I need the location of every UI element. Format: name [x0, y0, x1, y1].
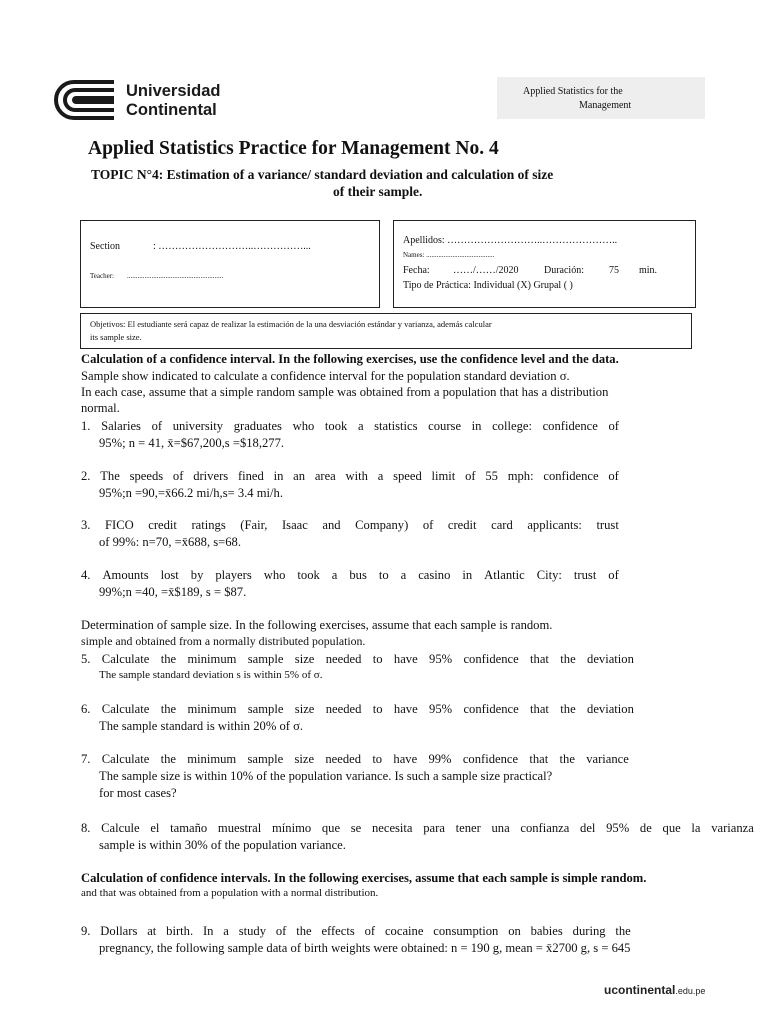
- exercise-word: FICO: [105, 518, 134, 532]
- exercise-word: cocaine: [384, 924, 424, 938]
- exercise-continuation-line: 95%; n = 41, x̄=$67,200,s =$18,277.: [99, 436, 285, 450]
- section3-heading: Calculation of confidence intervals. In the following exercises, assume that each sample is simple random.: [81, 871, 647, 885]
- exercise-item: [81, 924, 631, 956]
- exercise-word: mph:: [507, 469, 534, 483]
- exercise-word: of: [608, 419, 619, 433]
- exercise-word: limit: [431, 469, 456, 483]
- exercise-word: 1.: [81, 419, 91, 433]
- exercise-word: minimum: [187, 652, 237, 666]
- exercise-word: university: [172, 419, 224, 433]
- exercise-word: Atlantic: [484, 568, 525, 582]
- exercise-word: the: [560, 652, 576, 666]
- exercise-word: que: [321, 821, 341, 835]
- section1-line4: normal.: [81, 401, 120, 415]
- fecha-label: Fecha:: [403, 265, 430, 276]
- section1-line2: Sample show indicated to calculate a confidence interval for the population standard deviation σ.: [81, 369, 570, 383]
- exercise-word: Calculate: [101, 702, 150, 716]
- exercise-word: lost: [160, 568, 179, 582]
- exercise-word: necesita: [371, 821, 413, 835]
- exercise-word: credit: [148, 518, 177, 532]
- apellidos-field[interactable]: Apellidos: ………………………..…………………..: [403, 235, 618, 246]
- exercise-word: deviation: [587, 702, 634, 716]
- exercise-word: babies: [530, 924, 563, 938]
- exercise-word: applicants:: [527, 518, 582, 532]
- exercise-word: on: [508, 924, 521, 938]
- university-logo-icon: [54, 80, 116, 120]
- exercise-word: una: [491, 821, 510, 835]
- exercise-word: 6.: [81, 702, 91, 716]
- exercise-word: casino: [418, 568, 451, 582]
- exercise-word: el: [150, 821, 160, 835]
- topic-heading-line2: of their sample.: [333, 184, 423, 199]
- section1-heading: Calculation of a confidence interval. In the following exercises, use the confidence level and the data.: [81, 352, 619, 366]
- exercise-word: bus: [349, 568, 367, 582]
- student-info-box: [393, 220, 696, 308]
- topic-heading-line1: TOPIC N°4: Estimation of a variance/ standard deviation and calculation of size: [91, 167, 554, 182]
- exercise-word: credit: [447, 518, 477, 532]
- exercise-word: muestral: [217, 821, 262, 835]
- exercise-word: la: [691, 821, 701, 835]
- exercise-word: Company): [355, 518, 409, 532]
- exercise-word: to: [372, 752, 383, 766]
- exercise-word: 3.: [81, 518, 91, 532]
- exercise-word: statistics: [374, 419, 418, 433]
- exercise-word: have: [393, 652, 418, 666]
- footer-brand: ucontinental.edu.pe: [604, 983, 706, 997]
- exercise-word: of: [465, 469, 476, 483]
- objective-line2: its sample size.: [90, 332, 142, 342]
- exercise-word: birth.: [166, 924, 194, 938]
- exercise-word: Dollars: [100, 924, 138, 938]
- exercise-word: Calculate: [101, 652, 150, 666]
- course-name-line1: Applied Statistics for the: [523, 86, 623, 97]
- exercise-word: 7.: [81, 752, 91, 766]
- university-name: Universidad Continental: [126, 82, 221, 119]
- exercise-word: sample: [247, 652, 284, 666]
- section1-line3: In each case, assume that a simple random sample was obtained from a population that has a distribution: [81, 385, 609, 399]
- exercise-word: deviation: [587, 652, 634, 666]
- exercise-word: study: [238, 924, 267, 938]
- exercise-item: [81, 652, 634, 681]
- exercise-continuation-line: The sample standard deviation s is within 5% of σ.: [99, 669, 323, 681]
- exercise-item: [81, 752, 629, 801]
- teacher-label: Teacher:: [90, 272, 114, 280]
- exercise-word: the: [560, 702, 576, 716]
- exercise-word: 9.: [81, 924, 91, 938]
- exercise-item: [81, 518, 619, 550]
- exercise-first-line: [81, 821, 754, 836]
- exercise-word: an: [293, 469, 306, 483]
- exercise-item: [81, 469, 619, 501]
- exercise-first-line: [81, 469, 619, 484]
- exercise-word: card: [491, 518, 513, 532]
- exercise-word: 95%: [429, 702, 453, 716]
- exercise-word: took: [324, 419, 348, 433]
- exercise-word: confidence: [542, 419, 598, 433]
- exercise-word: In: [202, 924, 214, 938]
- exercise-word: sample: [247, 702, 284, 716]
- exercise-word: at: [147, 924, 157, 938]
- exercise-word: of: [608, 568, 619, 582]
- exercise-word: the: [296, 924, 312, 938]
- teacher-field[interactable]: .......................................................: [127, 272, 224, 280]
- exercise-continuation-line: 95%;n =90,=x̄66.2 mi/h,s= 3.4 mi/h.: [99, 486, 283, 500]
- exercise-word: a: [331, 568, 338, 582]
- exercise-word: of: [172, 469, 184, 483]
- exercise-word: of: [151, 419, 163, 433]
- exercise-word: in: [273, 469, 284, 483]
- exercise-word: have: [393, 752, 418, 766]
- exercise-word: of: [275, 924, 287, 938]
- exercise-word: Isaac: [281, 518, 308, 532]
- exercise-word: 5.: [81, 652, 91, 666]
- exercise-word: of: [364, 924, 376, 938]
- exercise-word: effects: [321, 924, 355, 938]
- fecha-field[interactable]: ……/……/2020: [453, 265, 519, 276]
- exercise-word: Amounts: [102, 568, 149, 582]
- exercise-word: needed: [325, 702, 362, 716]
- exercise-word: mínimo: [271, 821, 312, 835]
- exercise-first-line: [81, 702, 634, 717]
- exercise-word: Calculate: [101, 752, 150, 766]
- section-field[interactable]: : ………………………..……………...: [153, 241, 311, 252]
- exercise-word: needed: [325, 652, 362, 666]
- exercise-word: ratings: [191, 518, 226, 532]
- exercise-word: that: [530, 702, 549, 716]
- exercise-word: size: [294, 702, 315, 716]
- exercise-word: to: [372, 652, 383, 666]
- exercise-first-line: [81, 652, 634, 667]
- exercise-word: in: [471, 419, 482, 433]
- exercise-word: graduates: [233, 419, 282, 433]
- exercise-first-line: [81, 518, 619, 533]
- exercise-word: confianza: [520, 821, 570, 835]
- exercise-word: 4.: [81, 568, 91, 582]
- exercise-word: during: [572, 924, 606, 938]
- exercise-word: have: [393, 702, 418, 716]
- exercise-word: minimum: [187, 752, 237, 766]
- exercise-word: that: [530, 652, 549, 666]
- exercise-continuation-line: for most cases?: [99, 786, 177, 800]
- exercise-word: college:: [492, 419, 532, 433]
- exercise-item: [81, 821, 754, 853]
- course-header-box: [497, 77, 705, 119]
- exercise-word: the: [160, 652, 177, 666]
- exercise-first-line: [81, 568, 619, 583]
- exercise-word: the: [160, 752, 176, 766]
- exercise-word: The: [100, 469, 120, 483]
- exercise-word: that: [529, 752, 549, 766]
- exercise-word: with: [345, 469, 368, 483]
- exercise-word: 95%: [606, 821, 630, 835]
- exercise-item: [81, 419, 619, 451]
- exercise-word: size: [294, 752, 315, 766]
- tipo-practica: Tipo de Práctica: Individual (X) Grupal ( ): [403, 280, 573, 291]
- exercise-word: 99%: [428, 752, 452, 766]
- exercise-word: the: [615, 924, 631, 938]
- exercise-word: para: [423, 821, 445, 835]
- section2-line2: simple and obtained from a normally distributed population.: [81, 634, 366, 648]
- exercise-word: took: [297, 568, 320, 582]
- exercise-word: the: [160, 702, 177, 716]
- exercise-word: confidence: [463, 652, 519, 666]
- exercise-first-line: [81, 924, 631, 939]
- exercise-continuation-line: The sample size is within 10% of the population variance. Is such a sample size practical?: [99, 769, 553, 783]
- page-title: Applied Statistics Practice for Management No. 4: [88, 138, 499, 159]
- exercise-word: fined: [237, 469, 264, 483]
- exercise-word: who: [263, 568, 286, 582]
- exercise-word: the: [559, 752, 575, 766]
- exercise-word: drivers: [193, 469, 229, 483]
- exercise-word: confidence: [462, 752, 519, 766]
- section-teacher-box: [80, 220, 380, 308]
- exercise-word: and: [322, 518, 341, 532]
- exercise-word: of: [422, 518, 434, 532]
- exercise-word: variance: [586, 752, 629, 766]
- exercise-word: 95%: [429, 652, 453, 666]
- exercise-word: (Fair,: [240, 518, 268, 532]
- exercise-word: a: [400, 568, 407, 582]
- exercise-word: a: [223, 924, 229, 938]
- exercise-word: to: [372, 702, 383, 716]
- exercise-word: course: [428, 419, 462, 433]
- exercise-continuation-line: of 99%: n=70, =x̄688, s=68.: [99, 535, 241, 549]
- exercise-word: trust: [573, 568, 597, 582]
- exercise-word: Salaries: [101, 419, 141, 433]
- exercise-continuation-line: sample is within 30% of the population variance.: [99, 838, 346, 852]
- exercise-continuation-line: The sample standard is within 20% of σ.: [99, 719, 304, 733]
- section2-line1: Determination of sample size. In the following exercises, assume that each sample is random.: [81, 618, 553, 632]
- exercise-word: tamaño: [170, 821, 208, 835]
- course-name-line2: Management: [579, 100, 632, 111]
- exercise-word: 55: [485, 469, 498, 483]
- exercise-word: Calcule: [101, 821, 140, 835]
- exercise-continuation-line: 99%;n =40, =x̄$189, s = $87.: [99, 585, 247, 599]
- exercise-word: players: [215, 568, 252, 582]
- duracion-unit: min.: [639, 265, 658, 276]
- exercise-word: size: [294, 652, 315, 666]
- exercise-word: City:: [536, 568, 562, 582]
- duracion-label: Duración:: [544, 265, 584, 276]
- exercise-word: confidence: [543, 469, 599, 483]
- exercise-word: que: [662, 821, 681, 835]
- exercise-word: varianza: [711, 821, 754, 835]
- exercise-word: sample: [247, 752, 284, 766]
- exercise-word: in: [462, 568, 473, 582]
- duracion-value: 75: [609, 265, 619, 276]
- exercise-word: 2.: [81, 469, 91, 483]
- exercise-word: to: [378, 568, 389, 582]
- exercise-word: tener: [455, 821, 481, 835]
- exercise-word: confidence: [463, 702, 519, 716]
- section3-line2: and that was obtained from a population with a normal distribution.: [81, 887, 379, 899]
- exercise-word: de: [639, 821, 652, 835]
- exercise-item: [81, 702, 634, 734]
- exercise-continuation-line: pregnancy, the following sample data of birth weights were obtained: n = 190 g, mean = x̄2700 g, s = 645: [99, 941, 631, 955]
- exercise-word: speed: [393, 469, 422, 483]
- exercise-word: by: [190, 568, 204, 582]
- exercise-word: needed: [325, 752, 362, 766]
- exercise-word: a: [377, 469, 384, 483]
- exercise-word: consumption: [433, 924, 499, 938]
- exercise-word: se: [350, 821, 362, 835]
- section-label: Section: [90, 241, 120, 252]
- exercise-word: of: [608, 469, 619, 483]
- exercise-first-line: [81, 419, 619, 434]
- exercise-word: speeds: [129, 469, 164, 483]
- exercise-first-line: [81, 752, 629, 767]
- exercise-item: [81, 568, 619, 600]
- exercise-word: a: [357, 419, 364, 433]
- exercise-word: who: [292, 419, 315, 433]
- objective-box: [80, 313, 692, 349]
- names-field[interactable]: Names: .......................................: [403, 251, 495, 259]
- exercise-word: minimum: [187, 702, 237, 716]
- exercise-word: trust: [596, 518, 619, 532]
- exercise-word: 8.: [81, 821, 91, 835]
- exercise-word: del: [580, 821, 596, 835]
- exercise-word: area: [314, 469, 336, 483]
- objective-line1: Objetivos: El estudiante será capaz de realizar la estimación de la una desviación estándar y varianza, además calcular: [90, 319, 492, 329]
